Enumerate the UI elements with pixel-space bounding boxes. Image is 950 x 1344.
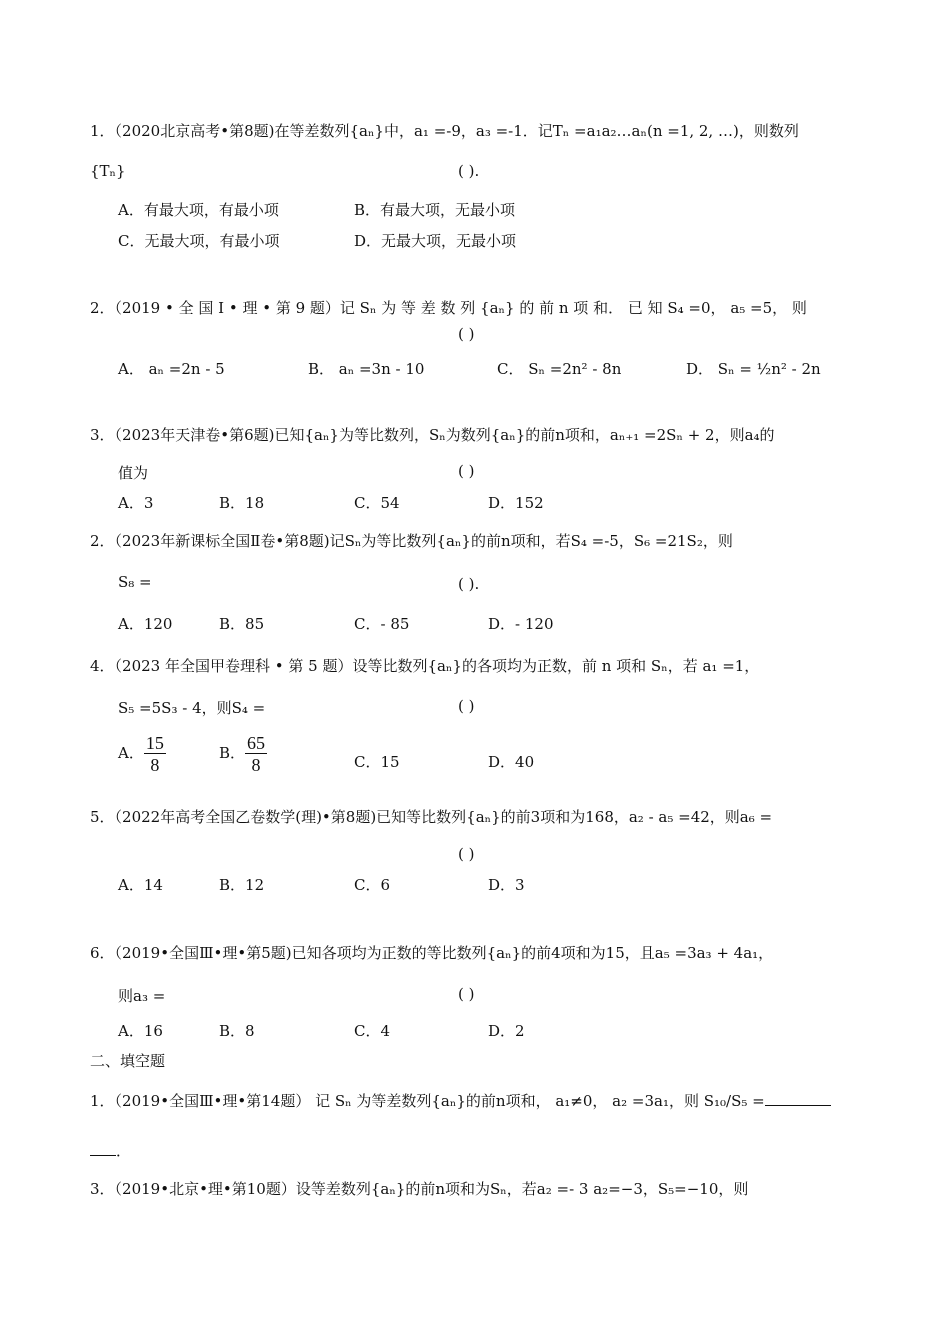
fraction-65-8: $\frac{65}{8}$ bbox=[247, 733, 266, 775]
fill-1-stem-cont: ． bbox=[90, 1140, 131, 1161]
q6-option-b: B．12 bbox=[219, 876, 265, 894]
q1-option-a: A．有最大项，有最小项 bbox=[118, 201, 279, 219]
q1-option-c: C．无最大项，有最小项 bbox=[118, 232, 280, 250]
question-2-paren: ( ) bbox=[458, 325, 475, 343]
question-7-paren: ( ) bbox=[458, 985, 475, 1003]
question-7-stem: 6．（2019•全国Ⅲ•理•第5题)已知各项均为正数的等比数列{aₙ}的前4项和为15，且a₅ =3a₃ + 4a₁， bbox=[90, 944, 774, 962]
q7-option-b: B．8 bbox=[219, 1022, 255, 1040]
q6-option-a: A．14 bbox=[118, 876, 163, 894]
q3-option-d: D．152 bbox=[488, 494, 544, 512]
q1-option-d: D．无最大项，无最小项 bbox=[354, 232, 517, 250]
fill-1-stem: 1．（2019•全国Ⅲ•理•第14题） 记 Sₙ 为等差数列{aₙ}的前n项和， a₁≠0， a₂ =3a₁，则 S₁₀/S₅ = bbox=[90, 1090, 831, 1111]
question-6-paren: ( ) bbox=[458, 845, 475, 863]
q7-option-a: A．16 bbox=[118, 1022, 163, 1040]
question-4-paren: ( ). bbox=[458, 575, 480, 593]
q6-option-d: D．3 bbox=[488, 876, 525, 894]
q2-option-d: D． Sₙ = ½n² - 2n bbox=[686, 360, 821, 378]
q3-option-a: A．3 bbox=[118, 494, 154, 512]
q5-option-b: B． $\frac{65}{8}$ bbox=[219, 733, 266, 775]
q3-option-b: B．18 bbox=[219, 494, 265, 512]
q4-option-c: C．- 85 bbox=[354, 615, 410, 633]
q5-option-d: D．40 bbox=[488, 753, 535, 771]
question-5-stem: 4．（2023 年全国甲卷理科 • 第 5 题）设等比数列{aₙ}的各项均为正数，前 n 项和 Sₙ，若 a₁ =1， bbox=[90, 657, 760, 675]
q7-option-c: C．4 bbox=[354, 1022, 391, 1040]
question-3-stem-cont: 值为 bbox=[118, 464, 149, 482]
question-1-paren: ( ). bbox=[458, 162, 480, 180]
q5-option-c: C．15 bbox=[354, 753, 400, 771]
question-4-stem: 2．（2023年新课标全国Ⅱ卷•第8题)记Sₙ为等比数列{aₙ}的前n项和，若S₄ =-5，S₆ =21S₂，则 bbox=[90, 532, 733, 550]
answer-blank-cont[interactable] bbox=[90, 1143, 116, 1156]
q6-option-c: C．6 bbox=[354, 876, 391, 894]
question-3-stem: 3．（2023年天津卷•第6题)已知{aₙ}为等比数列，Sₙ为数列{aₙ}的前n项和，aₙ₊₁ =2Sₙ + 2，则a₄的 bbox=[90, 426, 775, 444]
fraction-15-8: $\frac{15}{8}$ bbox=[145, 733, 164, 775]
question-1-stem: 1．（2020北京高考•第8题)在等差数列{aₙ}中，a₁ =-9，a₃ =-1．记Tₙ =a₁a₂…aₙ(n =1, 2, …)，则数列 bbox=[90, 122, 799, 140]
q2-option-a: A． aₙ =2n - 5 bbox=[118, 360, 225, 378]
question-1-stem-cont: {Tₙ} bbox=[90, 162, 126, 180]
q4-option-b: B．85 bbox=[219, 615, 265, 633]
question-6-stem: 5．（2022年高考全国乙卷数学(理)•第8题)已知等比数列{aₙ}的前3项和为168，a₂ - a₅ =42，则a₆ = bbox=[90, 808, 773, 826]
question-5-paren: ( ) bbox=[458, 697, 475, 715]
q1-option-b: B．有最大项，无最小项 bbox=[354, 201, 516, 219]
question-5-stem-cont: S₅ =5S₃ - 4，则S₄ = bbox=[118, 699, 266, 717]
section-heading: 二、填空题 bbox=[90, 1052, 166, 1070]
question-7-stem-cont: 则a₃ = bbox=[118, 987, 166, 1005]
q4-option-a: A．120 bbox=[118, 615, 173, 633]
fill-3-stem: 3．（2019•北京•理•第10题）设等差数列{aₙ}的前n项和为Sₙ，若a₂ =- 3 a₂=−3，S₅=−10，则 bbox=[90, 1180, 749, 1198]
q2-option-b: B． aₙ =3n - 10 bbox=[308, 360, 425, 378]
question-4-stem-cont: S₈ = bbox=[118, 573, 152, 591]
question-2-stem: 2．（2019 • 全 国 Ⅰ • 理 • 第 9 题）记 Sₙ 为 等 差 数 列 {aₙ} 的 前 n 项 和． 已 知 S₄ =0， a₅ =5， 则 bbox=[90, 299, 807, 317]
q5-option-a: A． $\frac{15}{8}$ bbox=[118, 733, 164, 775]
answer-blank[interactable] bbox=[765, 1093, 831, 1106]
question-3-paren: ( ) bbox=[458, 462, 475, 480]
q3-option-c: C．54 bbox=[354, 494, 400, 512]
q7-option-d: D．2 bbox=[488, 1022, 525, 1040]
q2-option-c: C． Sₙ =2n² - 8n bbox=[497, 360, 622, 378]
q4-option-d: D．- 120 bbox=[488, 615, 554, 633]
